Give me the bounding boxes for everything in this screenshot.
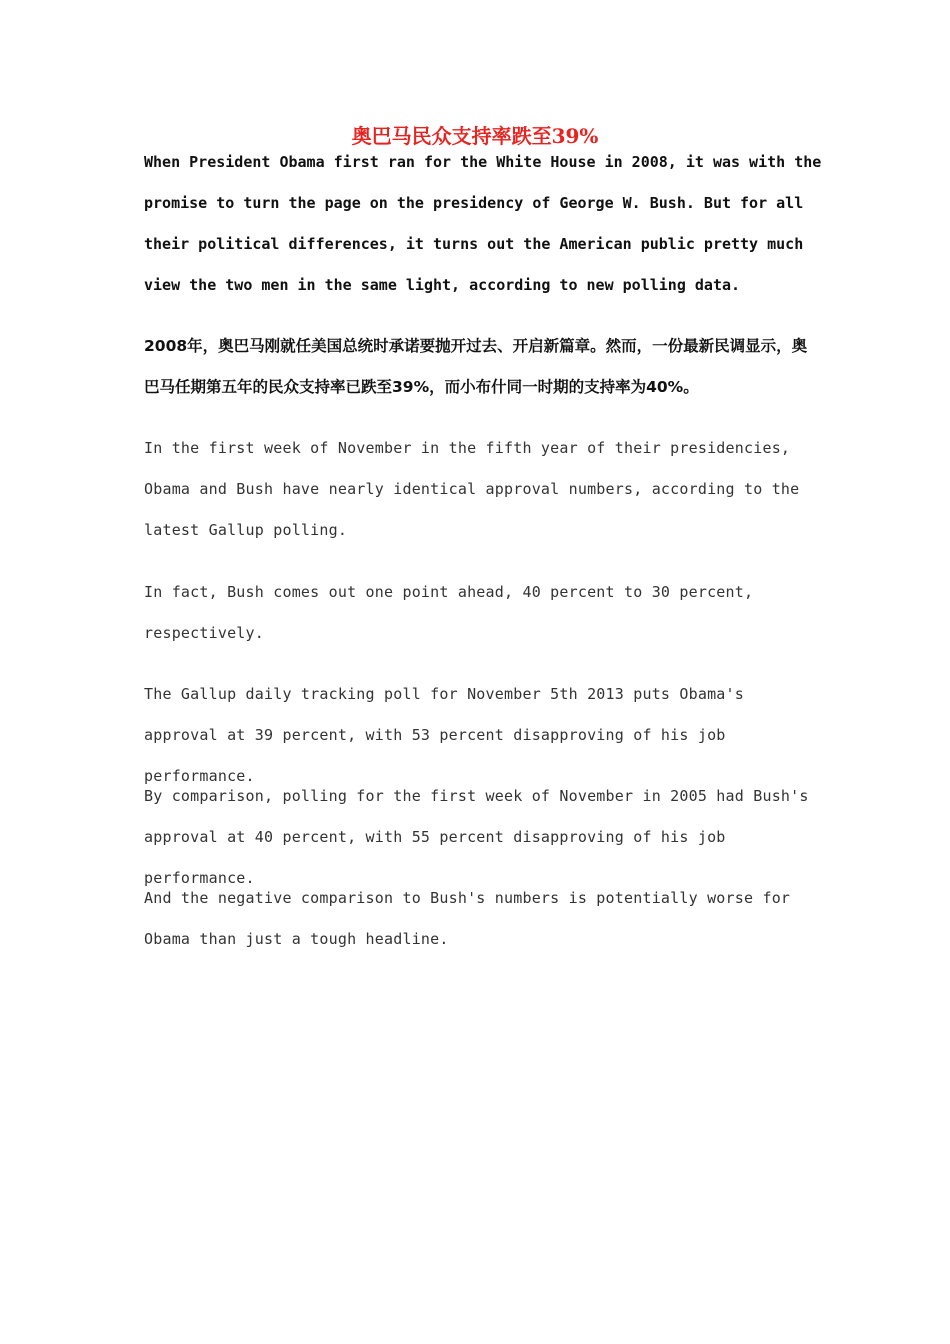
- paragraph-approval-numbers: In the first week of November in the fifth year of their presidencies, Obama and Bush have nearly identical approval numbers, according to the latest Gallup polling.: [144, 439, 800, 539]
- paragraph-intro-chinese: 2008年，奥巴马刚就任美国总统时承诺要抛开过去、开启新篇章。然而，一份最新民调显示，奥巴马任期第五年的民众支持率已跌至39%，而小布什同一时期的支持率为40%。: [144, 337, 808, 396]
- paragraph-intro-english: When President Obama first ran for the White House in 2008, it was with the promise to turn the page on the presidency of George W. Bush. But for all their political differences, it turns out the American public pretty much view the two men in the same light, according to new polling data.: [144, 153, 822, 294]
- article-title: 奥巴马民众支持率跌至39%: [351, 124, 599, 148]
- paragraph-bush-ahead: In fact, Bush comes out one point ahead, 40 percent to 30 percent, respectively.: [144, 583, 754, 642]
- paragraph-gallup-poll: The Gallup daily tracking poll for November 5th 2013 puts Obama's approval at 39 percent, with 53 percent disapproving of his job performance.: [144, 685, 744, 785]
- paragraph-comparison-2005: By comparison, polling for the first week of November in 2005 had Bush's approval at 40 percent, with 55 percent disapproving of his job performance.: [144, 787, 809, 887]
- paragraph-negative-comparison: And the negative comparison to Bush's numbers is potentially worse for Obama than just a tough headline.: [144, 889, 791, 948]
